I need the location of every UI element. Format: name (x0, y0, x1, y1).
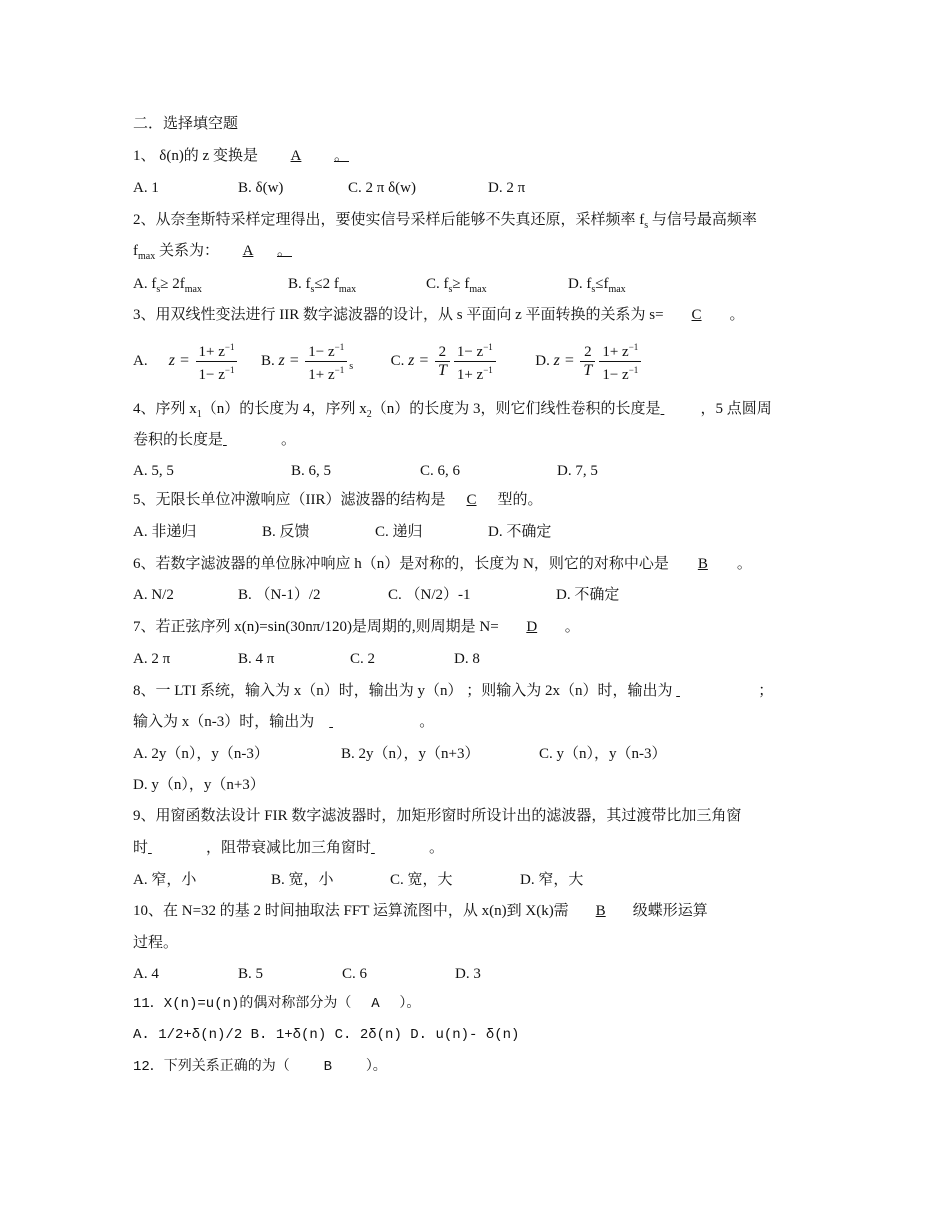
option-d: D. 不确定 (488, 524, 552, 540)
question-1: 1、 δ(n)的 z 变换是 A 。 (133, 148, 349, 164)
question-6: 6、若数字滤波器的单位脉冲响应 h（n）是对称的，长度为 N，则它的对称中心是 B 。 (133, 556, 752, 572)
question-10: 10、在 N=32 的基 2 时间抽取法 FFT 运算流图中，从 x(n)到 X(k)需 B 级蝶形运算 (133, 903, 708, 919)
question-8-line1: 8、一 LTI 系统，输入为 x（n）时，输出为 y（n） ；则输入为 2x（n）时，输出为 ； (133, 683, 774, 699)
option-c: C. 2 π δ(w) (348, 180, 416, 196)
formula-d: $\frac{1+ z^{-1}}{1- z^{-1}}$ (599, 339, 641, 384)
option-a: A. N/2 (133, 587, 174, 603)
option-a: A. (133, 353, 148, 369)
question-5-options (133, 522, 551, 542)
question-2-line1: 2、从奈奎斯特采样定理得出，要使实信号采样后能够不失真还原，采样频率 $f_s$ 与信号最高频率 (133, 212, 757, 231)
question-5-answer: C (466, 492, 477, 508)
blank (329, 712, 419, 732)
question-11-answer: A (371, 996, 380, 1012)
question-10-answer: B (595, 903, 606, 919)
option-b: B. （N-1）/2 (238, 587, 321, 603)
option-a: A. 5, 5 (133, 463, 174, 479)
option-d: D. 不确定 (556, 587, 620, 603)
question-6-answer: B (697, 556, 708, 572)
question-12-answer: B (323, 1059, 333, 1075)
option-b: B. δ(w) (238, 180, 284, 196)
question-4-line1: 4、序列 $x_1(n)$的长度为 4，序列 $x_2(n)$的长度为 3，则它们线性卷积的长度是 ，5 点圆周 (133, 401, 772, 420)
question-1-text: 1、 δ(n)的 z 变换是 (133, 148, 258, 164)
question-3: 3、用双线性变法进行 IIR 数字滤波器的设计，从 s 平面向 z 平面转换的关系为 s= C 。 (133, 307, 745, 323)
option-d: D. 2 π (488, 180, 526, 196)
blank (371, 838, 429, 858)
question-7: 7、若正弦序列 x(n)=sin(30nπ/120)是周期的,则周期是 N= D 。 (133, 619, 580, 635)
option-b: B. 反馈 (262, 524, 310, 540)
option-b: B. 4 π (238, 651, 275, 667)
option-c: C. y（n），y（n-3） (539, 746, 667, 762)
formula-a: $\frac{1+ z^{-1}}{1- z^{-1}}$ (196, 339, 238, 384)
option-c: C. 2 (350, 651, 376, 667)
question-10-line2: 过程。 (133, 935, 179, 951)
option-b: B. 宽，小 (271, 872, 334, 888)
question-7-answer: D (526, 619, 538, 635)
question-4-line2: 卷积的长度是 。 (133, 432, 297, 448)
blank (676, 681, 758, 701)
question-2-options (133, 274, 626, 300)
blank (148, 838, 206, 858)
option-b: B. $f_s\le 2$ $f_{max}$ (288, 276, 357, 295)
option-b: B. 5 (238, 966, 264, 982)
question-3-answer: C (691, 307, 702, 323)
option-d: D. 8 (454, 651, 480, 667)
option-c: C. （N/2）-1 (388, 587, 471, 603)
question-2-line2: $f_{max}$ 关系为： A 。 (133, 243, 292, 262)
question-12: 12．下列关系正确的为（ B ）。 (133, 1059, 387, 1075)
option-c: C. $f_s\ge f_{max}$ (426, 276, 487, 295)
question-4-options (133, 461, 598, 481)
question-8-option-d: D. y（n），y（n+3） (133, 777, 265, 793)
option-c: C. 宽，大 (390, 872, 453, 888)
option-a: A. 非递归 (133, 524, 197, 540)
option-a: A. 窄，小 (133, 872, 197, 888)
option-a: A. $f_s\ge 2f_{max}$ (133, 276, 202, 295)
question-1-options (133, 178, 525, 198)
question-10-options (133, 964, 481, 984)
question-7-options (133, 649, 480, 669)
question-5: 5、无限长单位冲激响应（IIR）滤波器的结构是 C 型的。 (133, 492, 543, 508)
question-3-options: A. z = $\frac{1+ z^{-1}}{1- z^{-1}}$ B. z = $\frac{1- z^{-1}}{1+ z^{-1}}$ $_s$ C. z = $\frac{2}{T}$ $\frac{1- z^{-1}}{1+ z^{-1}}$ D. z = $\frac{2}{T}$ $\frac{1+ z^{-1}}{1- z^{-1}}$ (133, 338, 643, 384)
option-d: D. 7, 5 (557, 463, 598, 479)
option-d: D. 窄，大 (520, 872, 584, 888)
option-c: C. 6, 6 (420, 463, 461, 479)
option-b: B. 6, 5 (291, 463, 332, 479)
question-1-answer: A (290, 148, 302, 164)
blank (661, 399, 701, 419)
option-c: C. 递归 (375, 524, 423, 540)
question-9-line1: 9、用窗函数法设计 FIR 数字滤波器时，加矩形窗时所设计出的滤波器，其过渡带比加三角窗 (133, 808, 742, 824)
option-a: A. 4 (133, 966, 159, 982)
option-c: C. 6 (342, 966, 368, 982)
option-c: C. (390, 353, 405, 369)
blank (223, 430, 281, 450)
question-6-options (133, 585, 619, 605)
question-8-options (133, 744, 667, 764)
question-9-options (133, 870, 583, 890)
question-11-options: A. 1/2+δ(n)/2 B. 1+δ(n) C. 2δ(n) D. u(n)- δ(n) (133, 1027, 520, 1043)
option-b: B. 2y（n），y（n+3） (341, 746, 480, 762)
question-9-line2: 时 ，阻带衰减比加三角窗时 。 (133, 840, 445, 856)
option-d: D. $f_s\le f_{max}$ (568, 276, 626, 295)
option-b: B. (260, 353, 275, 369)
question-11: 11．X(n)=u(n)的偶对称部分为（ A ）。 (133, 996, 421, 1012)
option-d: D. 3 (455, 966, 481, 982)
option-d: D. (535, 353, 550, 369)
option-a: A. 1 (133, 180, 159, 196)
section-title: 二．选择填空题 (133, 116, 239, 132)
option-a: A. 2 π (133, 651, 171, 667)
formula-b: $\frac{1- z^{-1}}{1+ z^{-1}}$ (305, 339, 347, 384)
question-8-line2: 输入为 x（n-3）时，输出为 。 (133, 714, 435, 730)
option-a: A. 2y（n），y（n-3） (133, 746, 269, 762)
formula-c: $\frac{1- z^{-1}}{1+ z^{-1}}$ (454, 339, 496, 384)
question-2-answer: A (242, 243, 254, 259)
